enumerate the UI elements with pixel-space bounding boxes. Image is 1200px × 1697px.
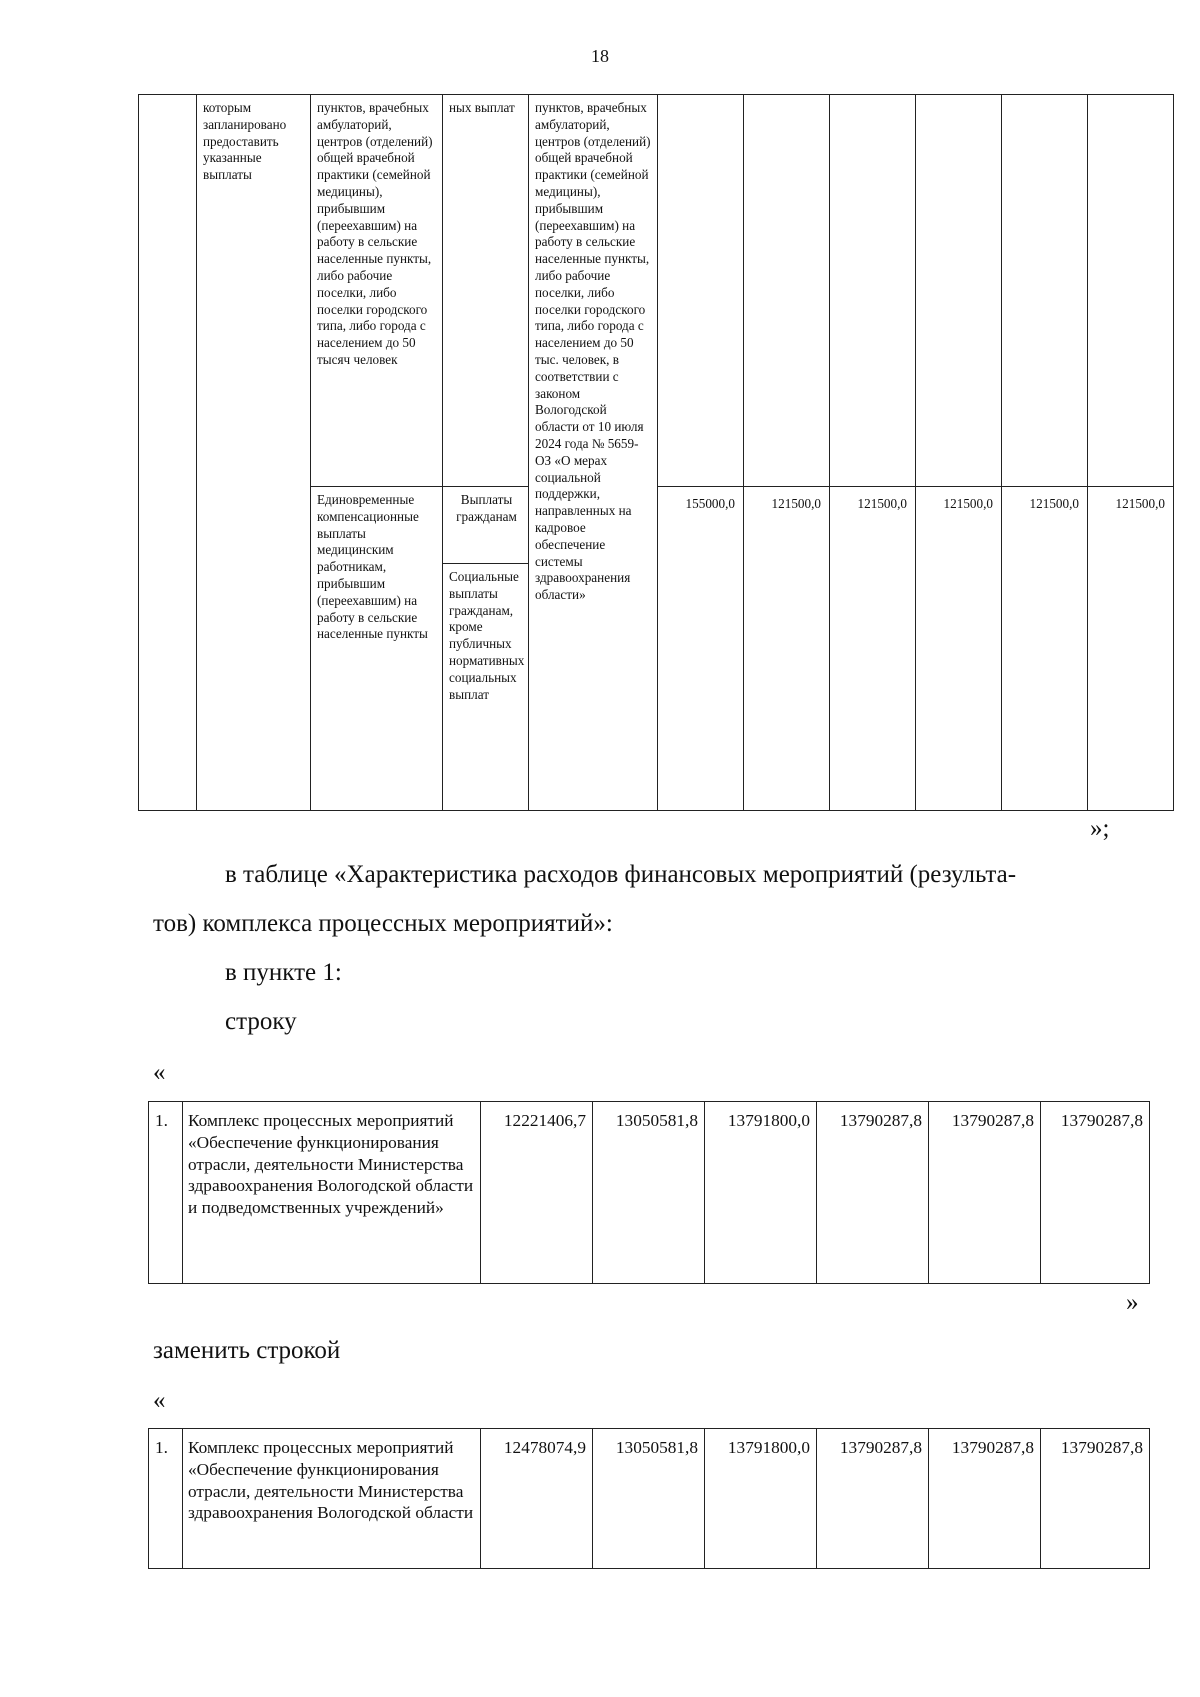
- empty-value-cell: [658, 95, 744, 487]
- new-row-table: [148, 1428, 1150, 1569]
- value-cell: 12478074,9: [481, 1429, 593, 1569]
- value-cell: 13790287,8: [929, 1102, 1041, 1284]
- payment-type-cell: ных выплат: [443, 95, 529, 487]
- empty-value-cell: [830, 95, 916, 487]
- empty-number-cell: [139, 95, 197, 811]
- value-cell: 13790287,8: [1041, 1429, 1150, 1569]
- paragraph-line: в пункте 1:: [225, 959, 342, 986]
- paragraph-line: заменить строкой: [153, 1337, 341, 1364]
- value-cell: 13791800,0: [705, 1429, 817, 1569]
- value-cell: 121500,0: [830, 487, 916, 811]
- empty-value-cell: [1002, 95, 1088, 487]
- opening-quote-mark: «: [153, 1387, 166, 1414]
- value-cell: 121500,0: [1002, 487, 1088, 811]
- row-name: Комплекс процессных мероприятий «Обеспечение функционирования отрасли, деятельности Министерства здравоохранения Вологодской области: [183, 1429, 481, 1569]
- value-cell: 121500,0: [916, 487, 1002, 811]
- empty-value-cell: [1088, 95, 1174, 487]
- closing-quote-mark: »;: [1090, 815, 1110, 842]
- value-cell: 13790287,8: [817, 1429, 929, 1569]
- row-index: 1.: [149, 1102, 183, 1284]
- compensation-payment-cell: Единовременные компенсационные выплаты медицинским работникам, прибывшим (переехавшим) на работу в сельские населенные пункты: [311, 487, 443, 811]
- paragraph-line: строку: [225, 1008, 297, 1035]
- legal-basis-cell: пунктов, врачебных амбулаторий, центров (отделений) общей врачебной практики (семейной медицины), прибывшим (переехавшим) на работу в сельские населенные пункты, либо рабочие поселки, либо поселки городского типа, либо города с населением до 50 тыс. человек, в соответствии с законом Вологодской области от 10 июля 2024 года № 5659-ОЗ «О мерах социальной поддержки, направленных на кадровое обеспечение системы здравоохранения области»: [529, 95, 658, 811]
- empty-value-cell: [744, 95, 830, 487]
- value-cell: 13050581,8: [593, 1102, 705, 1284]
- value-cell: 155000,0: [658, 487, 744, 811]
- row-name: Комплекс процессных мероприятий «Обеспечение функционирования отрасли, деятельности Министерства здравоохранения Вологодской области и подведомственных учреждений»: [183, 1102, 481, 1284]
- paragraph-line: в таблице «Характеристика расходов финансовых мероприятий (результа-: [225, 861, 1017, 888]
- continuation-table: [138, 94, 1174, 811]
- row-index: 1.: [149, 1429, 183, 1569]
- value-cell: 121500,0: [1088, 487, 1174, 811]
- value-cell: 13791800,0: [705, 1102, 817, 1284]
- value-cell: 13790287,8: [817, 1102, 929, 1284]
- payment-description-cell: пунктов, врачебных амбулаторий, центров (отделений) общей врачебной практики (семейной медицины), прибывшим (переехавшим) на работу в сельские населенные пункты, либо рабочие поселки, либо поселки городского типа, либо города с населением до 50 тысяч человек: [311, 95, 443, 487]
- empty-value-cell: [916, 95, 1002, 487]
- opening-quote-mark: «: [153, 1059, 166, 1086]
- payments-to-citizens-cell: Выплаты гражданам: [443, 487, 529, 564]
- social-payments-cell: Социальные выплаты гражданам, кроме публичных нормативных социальных выплат: [443, 564, 529, 811]
- value-cell: 13790287,8: [1041, 1102, 1150, 1284]
- value-cell: 12221406,7: [481, 1102, 593, 1284]
- page-number: 18: [591, 46, 609, 66]
- value-cell: 13790287,8: [929, 1429, 1041, 1569]
- recipients-cell: которым запланировано предоставить указанные выплаты: [197, 95, 311, 811]
- value-cell: 121500,0: [744, 487, 830, 811]
- old-row-table: [148, 1101, 1150, 1284]
- value-cell: 13050581,8: [593, 1429, 705, 1569]
- paragraph-line: тов) комплекса процессных мероприятий»:: [153, 910, 613, 937]
- closing-quote-mark: »: [1126, 1289, 1139, 1316]
